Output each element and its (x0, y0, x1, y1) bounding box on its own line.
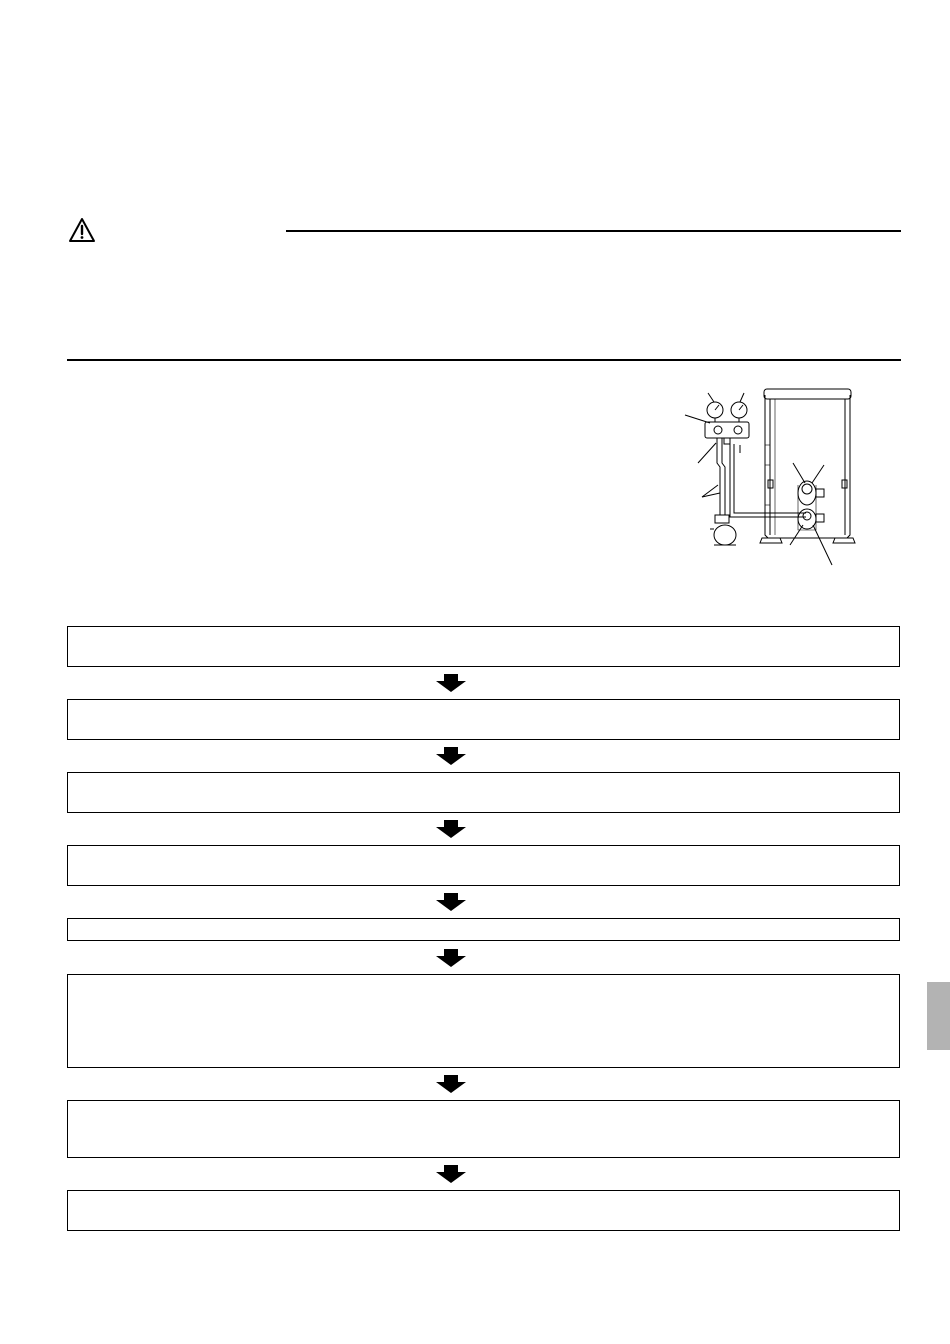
flow-step-6 (67, 974, 900, 1068)
vacuum-pump-diagram (680, 385, 870, 570)
flow-step-4 (67, 845, 900, 886)
down-arrow-icon (436, 893, 466, 911)
flow-step-3 (67, 772, 900, 813)
flow-step-2 (67, 699, 900, 740)
flow-step-7 (67, 1100, 900, 1158)
section-rule (67, 359, 901, 361)
flow-step-8 (67, 1190, 900, 1231)
warning-icon (68, 217, 96, 243)
section-side-tab (927, 982, 950, 1050)
flow-step-1 (67, 626, 900, 667)
down-arrow-icon (436, 820, 466, 838)
down-arrow-icon (436, 949, 466, 967)
flow-step-5 (67, 918, 900, 941)
down-arrow-icon (436, 747, 466, 765)
down-arrow-icon (436, 1165, 466, 1183)
down-arrow-icon (436, 1075, 466, 1093)
caution-rule (286, 230, 901, 232)
down-arrow-icon (436, 674, 466, 692)
